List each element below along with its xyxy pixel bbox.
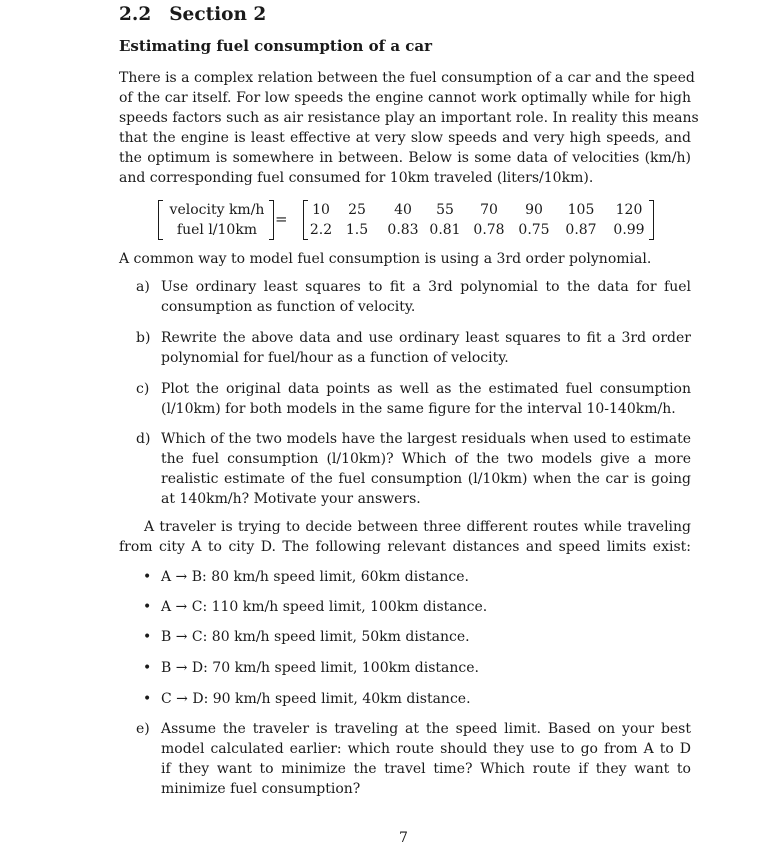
question-label: e) [136,721,150,737]
bullet-dot: • [143,569,152,585]
route-text: A → B: 80 km/h speed limit, 60km distance. [161,569,469,585]
question-line: minimize fuel consumption? [161,781,361,797]
intro-line: the optimum is somewhere in between. Below is some data of velocities (km/h) [119,150,691,166]
bullet-dot: • [143,599,152,615]
question-label: c) [136,381,150,397]
question-line: (l/10km) for both models in the same figure for the interval 10-140km/h. [161,401,676,417]
traveler-line: A traveler is trying to decide between three different routes while traveling [144,519,691,535]
question-line: if they want to minimize the travel time? Which route if they want to [161,761,691,777]
label-matrix [158,200,274,240]
question-line: model calculated earlier: which route should they use to go from A to D [161,741,691,757]
subsection-heading: Estimating fuel consumption of a car [119,37,433,55]
question-a [136,277,691,317]
question-e [136,719,691,799]
intro-line: speeds factors such as air resistance play an important role. In reality this means [119,110,699,126]
velocity-value: 70 [480,202,498,218]
route-text: B → D: 70 km/h speed limit, 100km distance. [161,660,480,676]
fuel-value: 0.81 [429,222,461,238]
bullet-dot: • [143,691,152,707]
fuel-value: 2.2 [309,222,333,238]
intro-line: There is a complex relation between the fuel consumption of a car and the speed [119,70,695,86]
question-line: the fuel consumption (l/10km)? Which of the two models give a more [161,451,691,467]
question-d [136,429,691,509]
section-title: Section 2 [169,4,267,25]
intro-paragraph [119,68,699,188]
equals-sign: = [275,210,288,228]
route-text: C → D: 90 km/h speed limit, 40km distance. [161,691,471,707]
intro-line: of the car itself. For low speeds the engine cannot work optimally while for high [119,90,691,106]
velocity-value: 55 [436,202,454,218]
traveler-paragraph [119,517,691,557]
value-matrix [303,200,654,240]
traveler-line: from city A to city D. The following relevant distances and speed limits exist: [119,539,691,555]
section-heading [119,4,266,25]
question-label: d) [136,431,151,447]
fuel-value: 0.75 [518,222,550,238]
fuel-row [304,220,653,240]
page-number: 7 [399,830,408,846]
question-line: at 140km/h? Motivate your answers. [161,491,421,507]
question-line: Use ordinary least squares to fit a 3rd polynomial to the data for fuel [161,279,691,295]
question-label: b) [136,330,151,346]
fuel-value: 0.83 [387,222,419,238]
velocity-value: 10 [312,202,330,218]
velocity-value: 90 [525,202,543,218]
velocity-value: 105 [567,202,595,218]
row-label-fuel: fuel l/10km [176,222,258,238]
velocity-value: 25 [348,202,366,218]
fuel-value: 0.99 [613,222,645,238]
fuel-value: 1.5 [345,222,369,238]
velocity-row [304,200,653,220]
question-line: polynomial for fuel/hour as a function of velocity. [161,350,509,366]
question-label: a) [136,279,150,295]
question-line: Which of the two models have the largest residuals when used to estimate [161,431,691,447]
intro-line: that the engine is least effective at very slow speeds and very high speeds, and [119,130,691,146]
question-line: Plot the original data points as well as the estimated fuel consumption [161,381,691,397]
fuel-value: 0.78 [473,222,505,238]
fuel-value: 0.87 [565,222,597,238]
bullet-dot: • [143,660,152,676]
model-sentence: A common way to model fuel consumption is using a 3rd order polynomial. [119,251,652,267]
velocity-value: 120 [615,202,643,218]
question-line: Rewrite the above data and use ordinary least squares to fit a 3rd order [161,330,691,346]
velocity-value: 40 [394,202,412,218]
question-c [136,379,691,419]
section-number: 2.2 [119,4,152,25]
row-label-velocity: velocity km/h [169,202,265,218]
question-line: realistic estimate of the fuel consumption (l/10km) when the car is going [161,471,691,487]
question-b [136,328,691,368]
route-text: B → C: 80 km/h speed limit, 50km distance. [161,629,470,645]
intro-line: and corresponding fuel consumed for 10km traveled (liters/10km). [119,170,594,186]
bullet-dot: • [143,629,152,645]
question-line: Assume the traveler is traveling at the speed limit. Based on your best [161,721,691,737]
question-line: consumption as function of velocity. [161,299,416,315]
route-text: A → C: 110 km/h speed limit, 100km distance. [161,599,488,615]
